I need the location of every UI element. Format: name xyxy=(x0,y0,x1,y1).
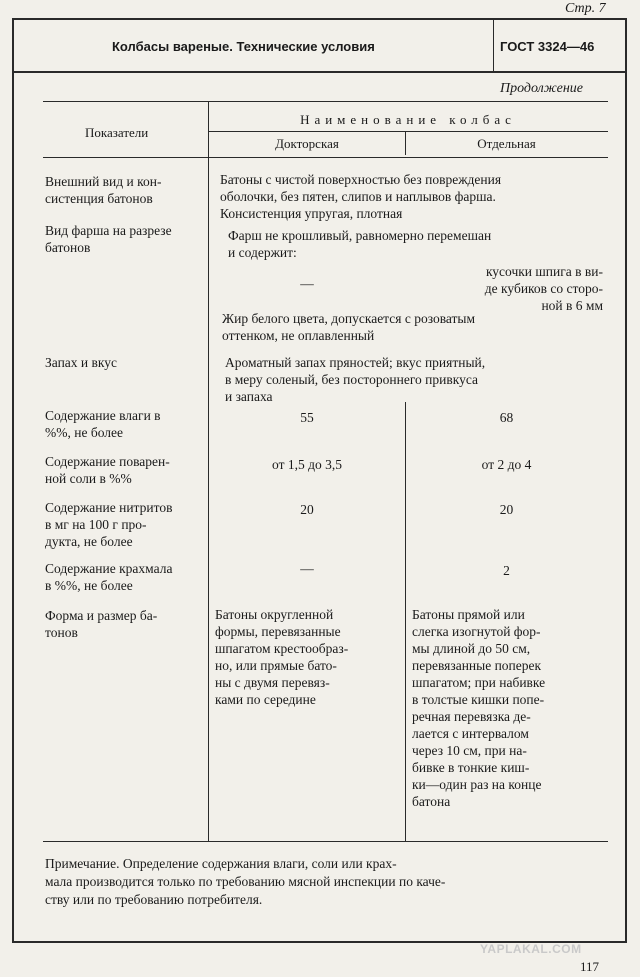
header-bottom-line xyxy=(12,71,627,73)
row-label-smell-taste: Запах и вкус xyxy=(45,355,118,370)
table-top-line xyxy=(43,101,608,102)
col-names-header: Наименование колбас xyxy=(300,112,516,127)
head-bottom-line xyxy=(43,157,608,158)
row-otd-moisture: 68 xyxy=(499,410,514,425)
row-otd-nitrites: 20 xyxy=(499,502,514,517)
row-common-smell-taste: Ароматный запах пряностей; вкус приятный, в меру соленый, без постороннего привкуса и запаха xyxy=(225,355,486,404)
document-title: Колбасы вареные. Технические условия xyxy=(112,39,375,54)
row-label-starch: Содержание крахмала в %%, не более xyxy=(45,561,173,593)
row-common-cut-view: Фарш не крошливый, равномерно перемешан и содержит: xyxy=(228,228,492,260)
note-text: Примечание. Определение содержания влаги, соли или крах- мала производится только по требованию мясной инспекции по каче- ству или по требованию потребителя. xyxy=(45,856,446,907)
frame-left xyxy=(12,18,14,943)
col-divider-2 xyxy=(405,131,406,155)
standard-number: ГОСТ 3324—46 xyxy=(500,39,595,54)
row-dok-starch: — xyxy=(300,561,314,576)
row-common-appearance: Батоны с чистой поверхностью без повреждения оболочки, без пятен, слипов и наплывов фарша. Консистенция упругая, плотная xyxy=(220,172,502,221)
table-bottom-line xyxy=(43,841,608,842)
row-label-moisture: Содержание влаги в %%, не более xyxy=(45,408,161,440)
row-label-cut-view: Вид фарша на разрезе батонов xyxy=(45,223,172,255)
frame-right xyxy=(625,18,627,943)
row-otd-salt: от 2 до 4 xyxy=(481,457,532,472)
row-otd-starch: 2 xyxy=(503,563,510,578)
frame-top xyxy=(12,18,627,20)
page-label: Стр. 7 xyxy=(565,1,606,16)
row-label-shape: Форма и размер ба- тонов xyxy=(45,608,158,640)
row-label-nitrites: Содержание нитритов в мг на 100 г про- дукта, не более xyxy=(45,500,173,549)
row-otd-shape: Батоны прямой или слегка изогнутой фор- мы длиной до 50 см, перевязанные поперек шпагатом; при набивке в толстые кишки попе- речная перевязка де- лается с интервалом через 10 см, при на- бивке в тонкие киш- ки—один раз на конце батона xyxy=(412,607,546,809)
col-doktorskaya: Докторская xyxy=(275,136,339,151)
row-label-appearance: Внешний вид и кон- систенция батонов xyxy=(45,174,162,206)
col-otdelnaya: Отдельная xyxy=(477,136,536,151)
col-divider-2-lower xyxy=(405,402,406,841)
row-common2-cut-view: Жир белого цвета, допускается с розоватым оттенком, не оплавленный xyxy=(222,311,476,343)
row-otd-cut-view: кусочки шпига в ви- де кубиков со сторо- ной в 6 мм xyxy=(484,264,603,313)
names-underline xyxy=(208,131,608,132)
row-label-salt: Содержание поварен- ной соли в %% xyxy=(45,454,170,486)
header-divider xyxy=(493,18,494,72)
row-dok-nitrites: 20 xyxy=(300,502,314,517)
row-dok-cut-view-dash: — xyxy=(300,276,314,291)
col-indicators-header: Показатели xyxy=(85,125,149,140)
row-dok-salt: от 1,5 до 3,5 xyxy=(272,457,342,472)
watermark: YAPLAKAL.COM xyxy=(480,942,582,956)
row-dok-moisture: 55 xyxy=(300,410,314,425)
row-dok-shape: Батоны округленной формы, перевязанные шпагатом крестообраз- но, или прямые бато- ны с двумя перевяз- ками по середине xyxy=(215,607,349,707)
continuation-label: Продолжение xyxy=(500,81,583,96)
page-number: 117 xyxy=(580,959,600,974)
